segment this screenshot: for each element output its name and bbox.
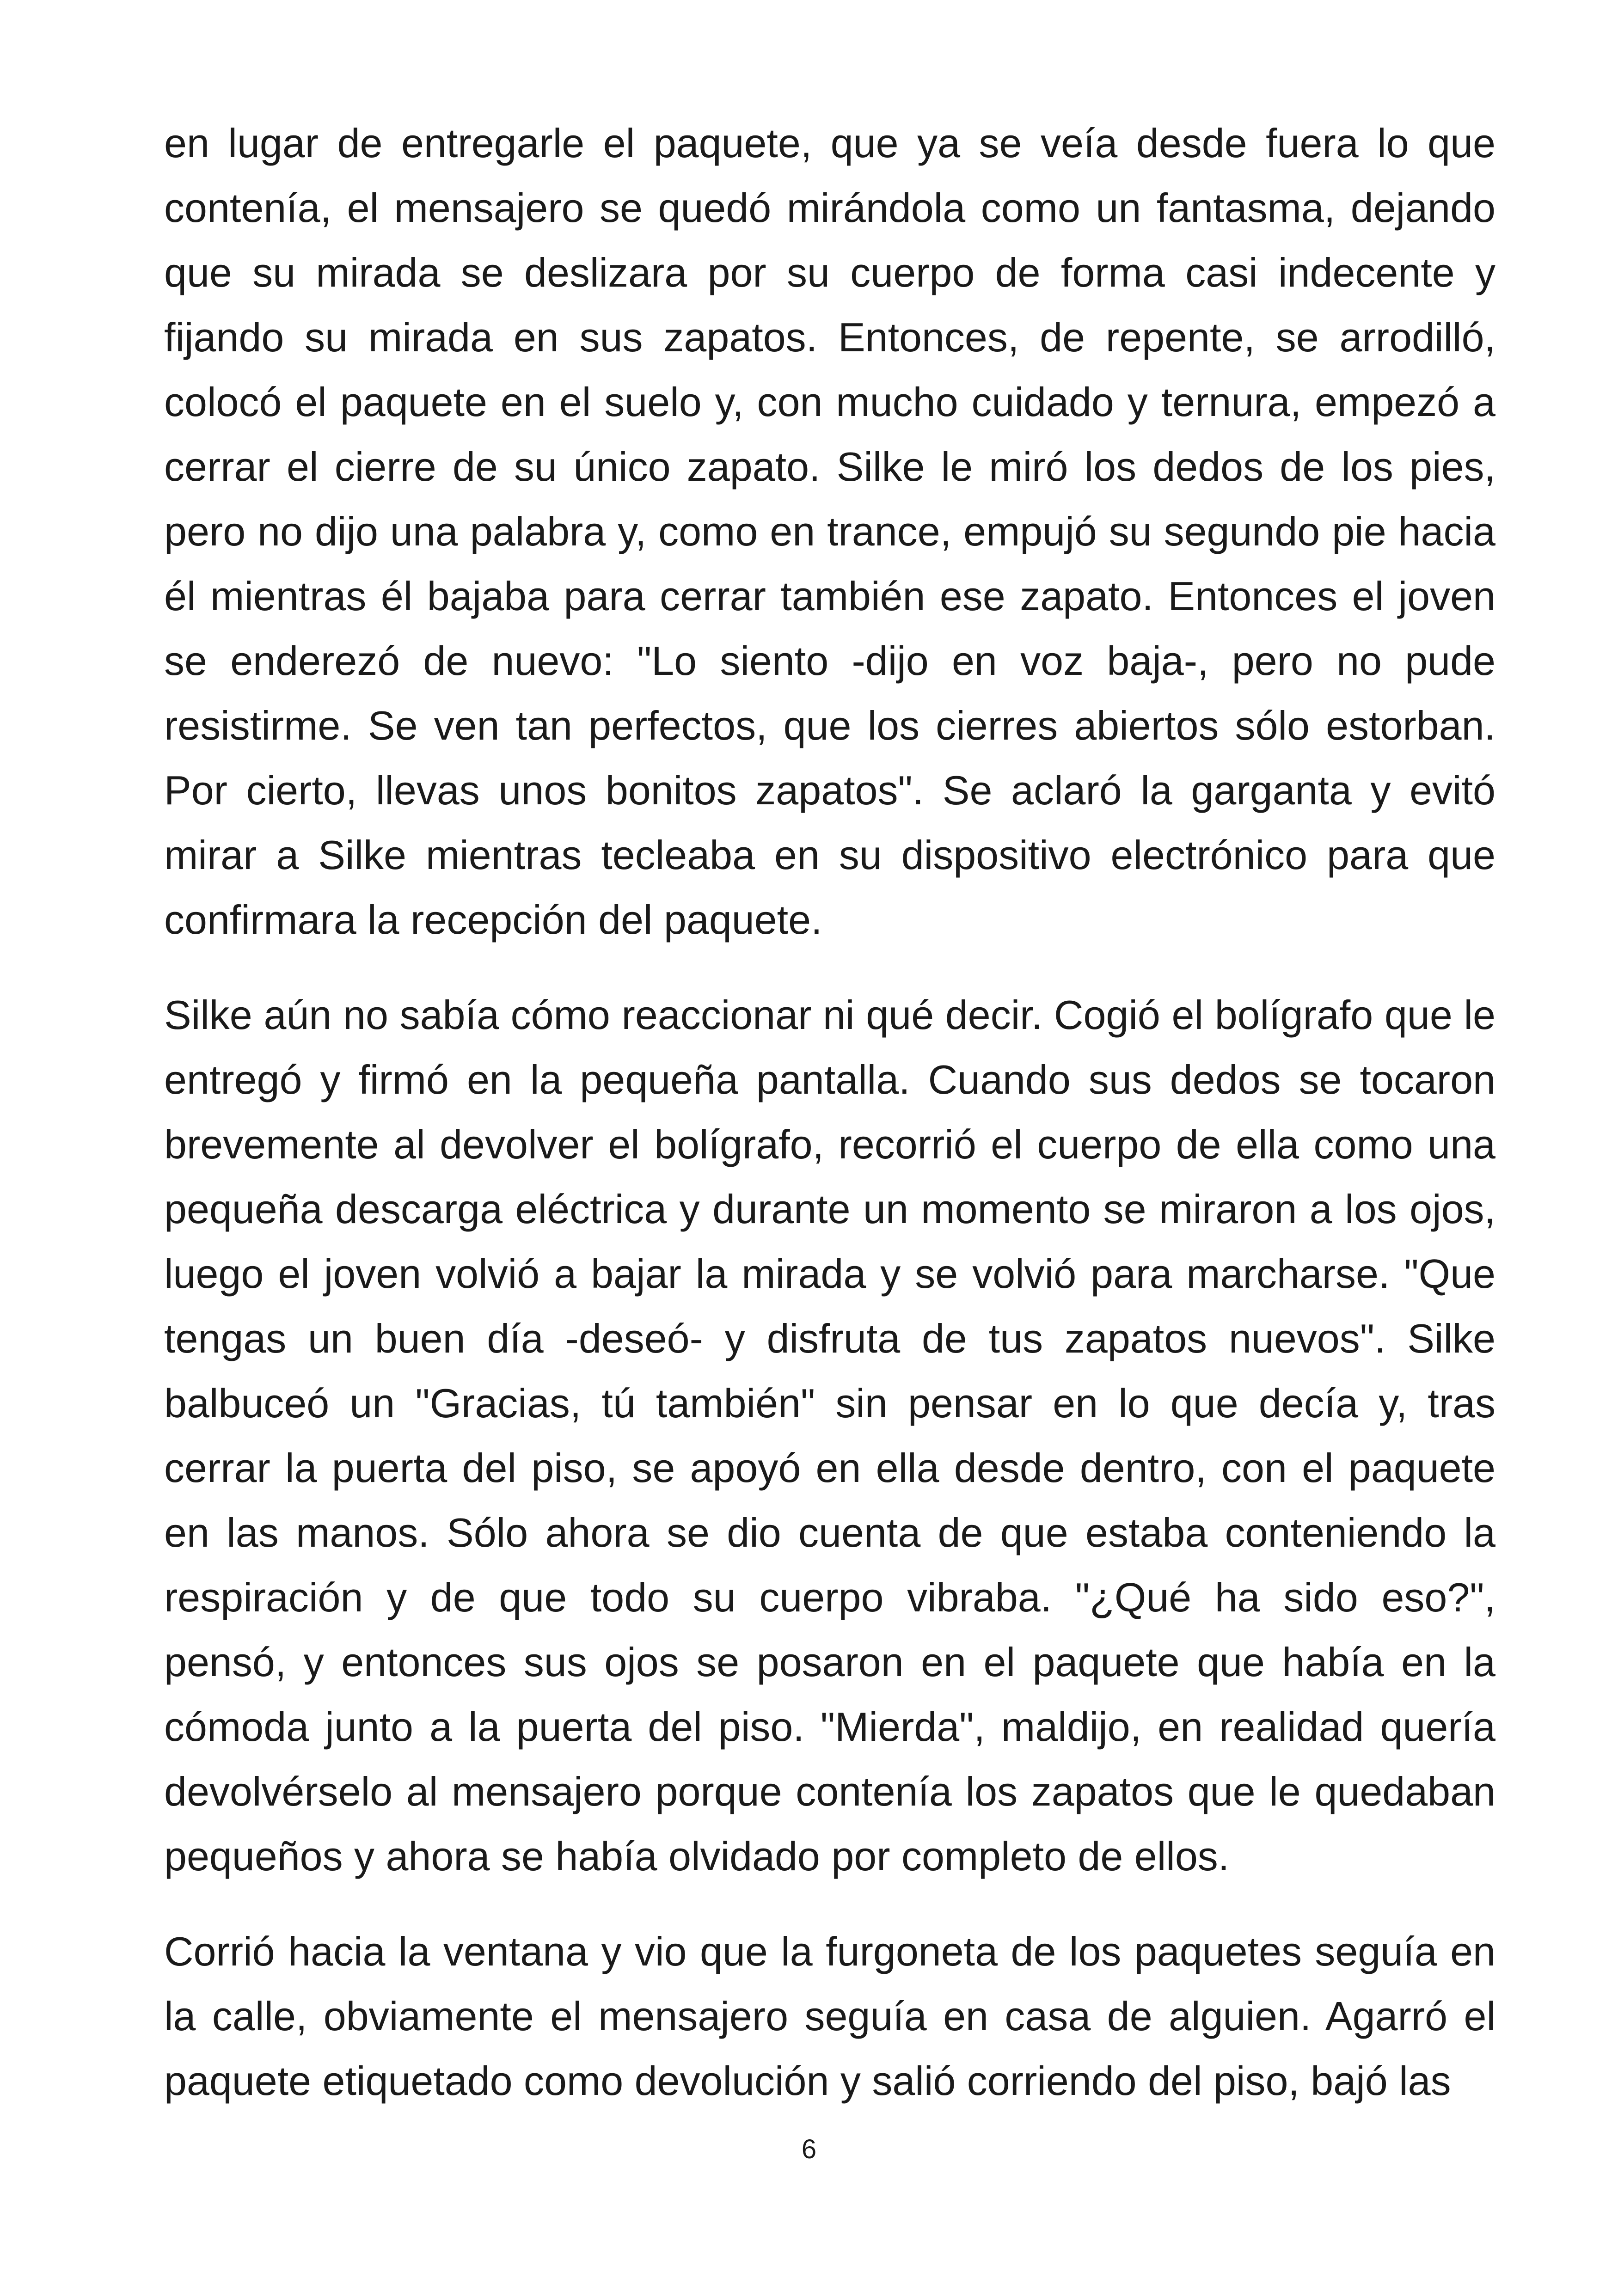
paragraph-3: Corrió hacia la ventana y vio que la furgoneta de los paquetes seguía en la calle, obviamente el mensajero seguía en casa de alguien. Agarró el paquete etiquetado como devolución y salió corriendo del piso, bajó las bbox=[164, 1929, 1495, 2104]
body-text bbox=[164, 111, 1495, 2144]
paragraph-2: Silke aún no sabía cómo reaccionar ni qué decir. Cogió el bolígrafo que le entregó y firmó en la pequeña pantalla. Cuando sus dedos se tocaron brevemente al devolver el bolígrafo, recorrió el cuerpo de ella como una pequeña descarga eléctrica y durante un momento se miraron a los ojos, luego el joven volvió a bajar la mirada y se volvió para marcharse. "Que tengas un buen día -deseó- y disfruta de tus zapatos nuevos". Silke balbuceó un "Gracias, tú también" sin pensar en lo que decía y, tras cerrar la puerta del piso, se apoyó en ella desde dentro, con el paquete en las manos. Sólo ahora se dio cuenta de que estaba conteniendo la respiración y de que todo su cuerpo vibraba. "¿Qué ha sido eso?", pensó, y entonces sus ojos se posaron en el paquete que había en la cómoda junto a la puerta del piso. "Mierda", maldijo, en realidad quería devolvérselo al mensajero porque contenía los zapatos que le quedaban pequeños y ahora se había olvidado por completo de ellos. bbox=[164, 992, 1495, 1879]
paragraph-1: en lugar de entregarle el paquete, que ya se veía desde fuera lo que contenía, el mensajero se quedó mirándola como un fantasma, dejando que su mirada se deslizara por su cuerpo de forma casi indecente y fijando su mirada en sus zapatos. Entonces, de repente, se arrodilló, colocó el paquete en el suelo y, con mucho cuidado y ternura, empezó a cerrar el cierre de su único zapato. Silke le miró los dedos de los pies, pero no dijo una palabra y, como en trance, empujó su segundo pie hacia él mientras él bajaba para cerrar también ese zapato. Entonces el joven se enderezó de nuevo: "Lo siento -dijo en voz baja-, pero no pude resistirme. Se ven tan perfectos, que los cierres abiertos sólo estorban. Por cierto, llevas unos bonitos zapatos". Se aclaró la garganta y evitó mirar a Silke mientras tecleaba en su dispositivo electrónico para que confirmara la recepción del paquete. bbox=[164, 120, 1495, 943]
page-number: 6 bbox=[801, 2134, 817, 2164]
